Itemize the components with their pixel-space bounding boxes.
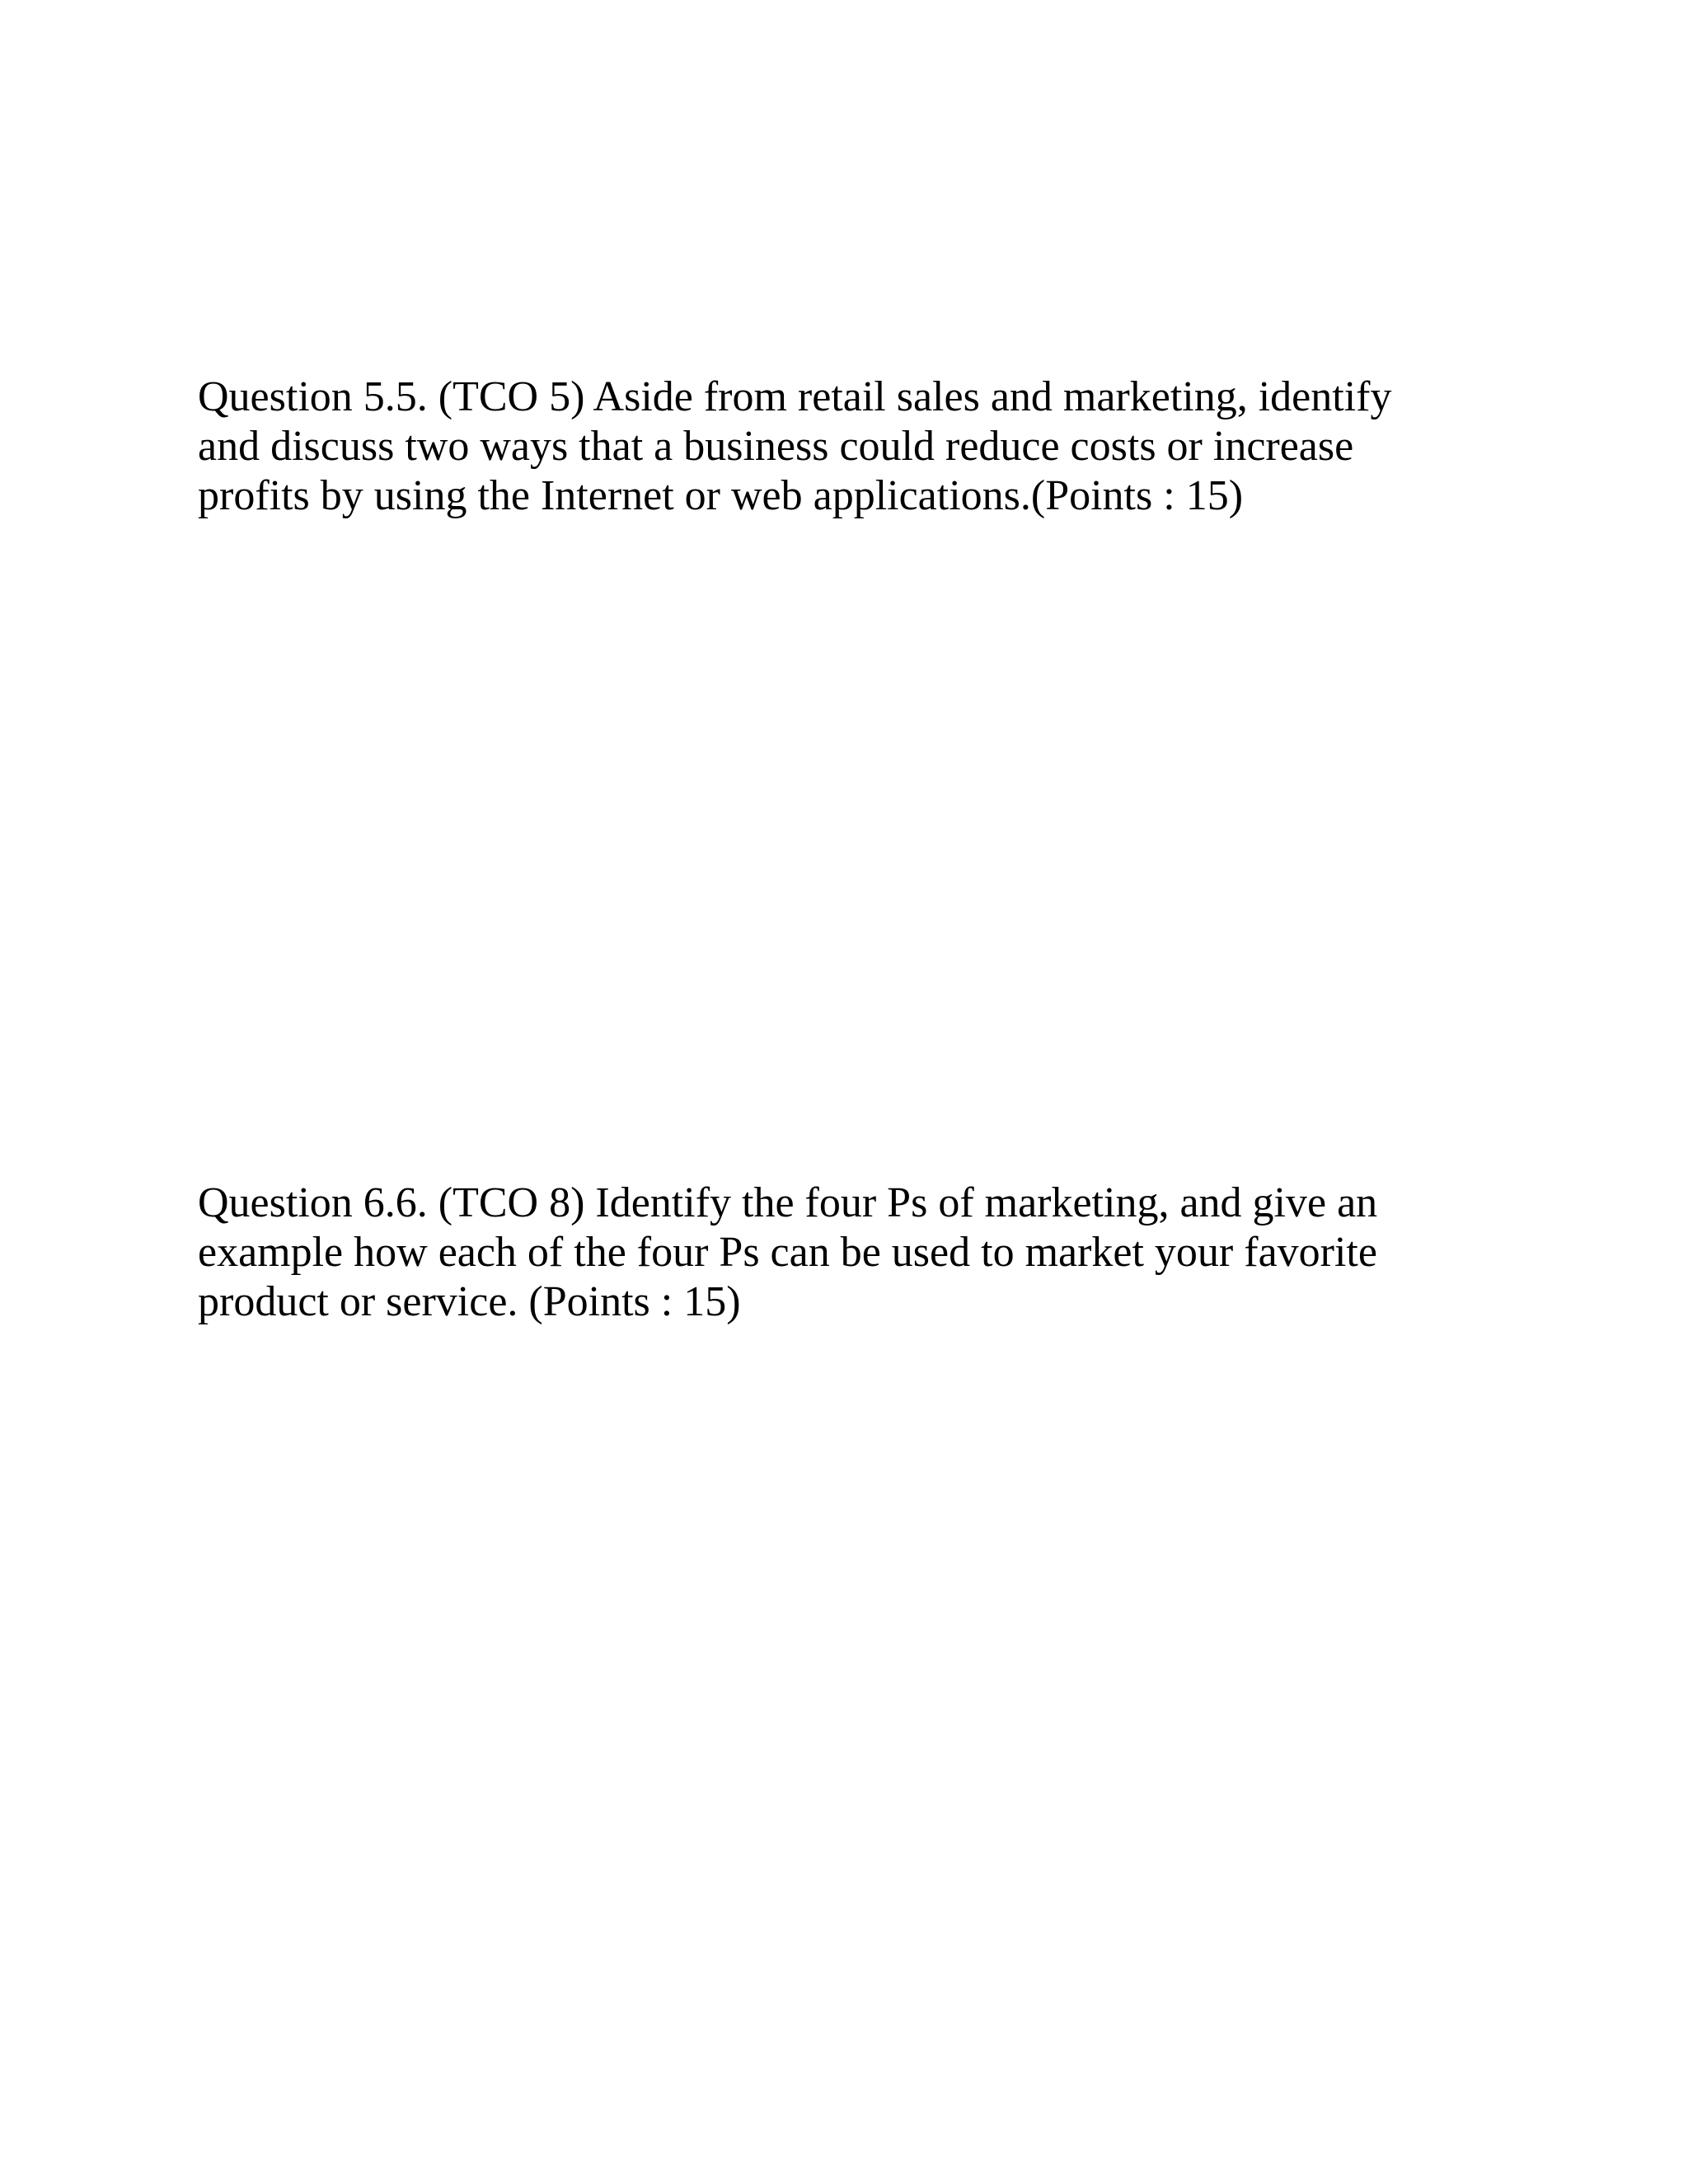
question-6-6: [198, 1179, 1434, 1327]
question-line: profits by using the Internet or web applications.(Points : 15): [198, 472, 1244, 519]
question-line: Question 6.6. (TCO 8) Identify the four Ps of marketing, and give an: [198, 1179, 1378, 1226]
question-line: example how each of the four Ps can be used to market your favorite: [198, 1229, 1377, 1276]
question-line: product or service. (Points : 15): [198, 1278, 741, 1325]
question-line: Question 5.5. (TCO 5) Aside from retail sales and marketing, identify: [198, 373, 1392, 420]
question-line: and discuss two ways that a business could reduce costs or increase: [198, 423, 1354, 470]
question-5-5: [198, 373, 1434, 521]
